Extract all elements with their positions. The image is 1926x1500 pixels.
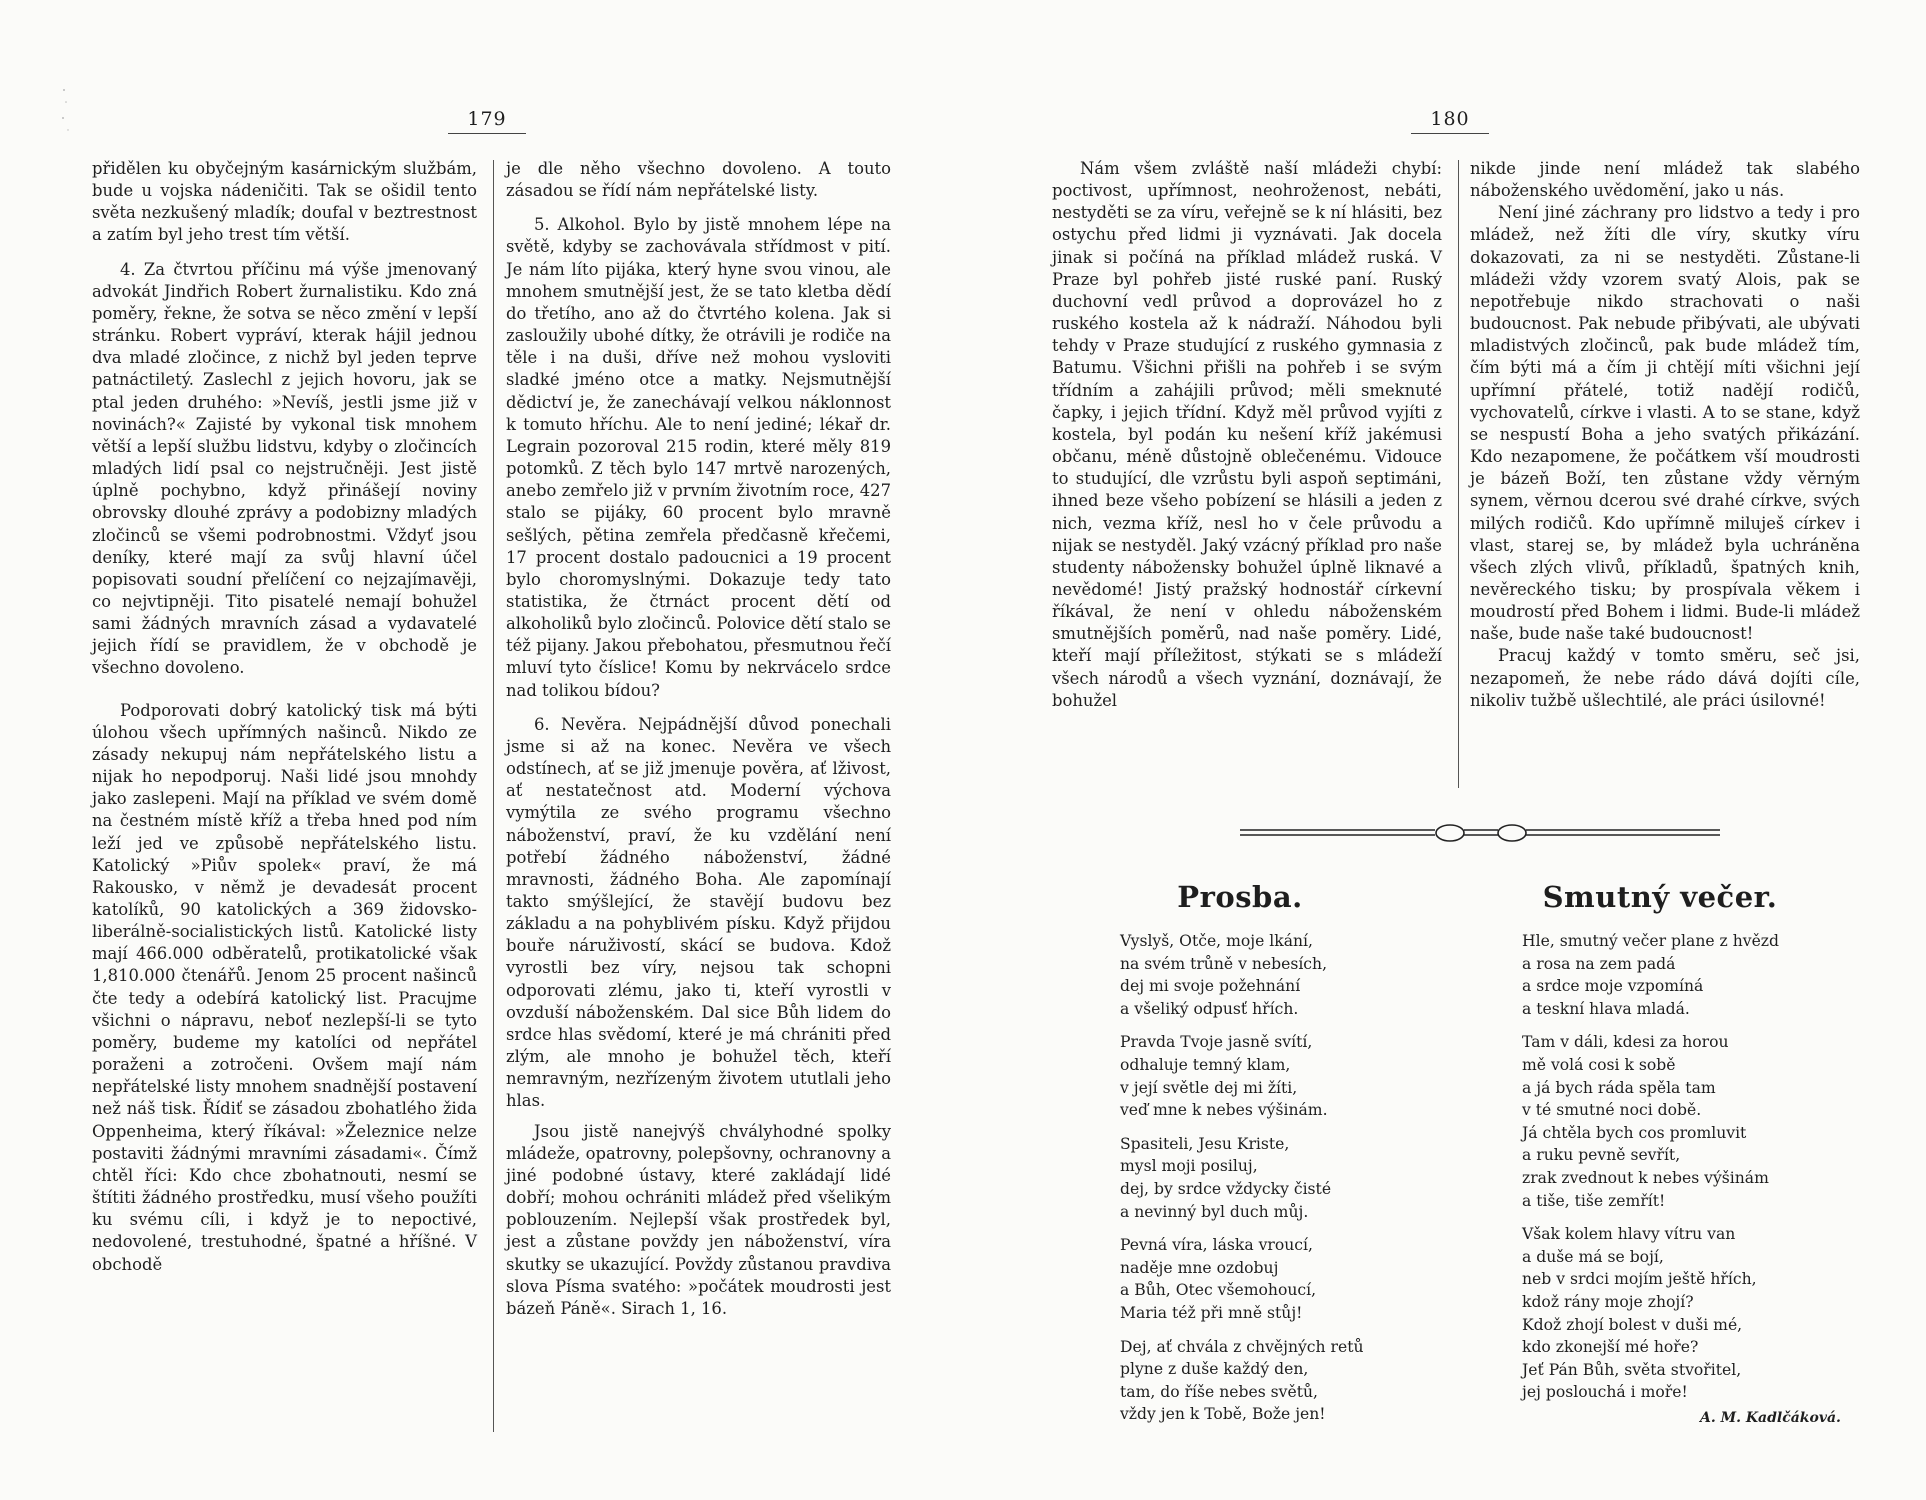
poem-line: Však kolem hlavy vítru van [1522,1225,1736,1244]
poem-line: a tiše, tiše zemřít! [1522,1191,1666,1210]
poem-line: a srdce moje vzpomíná [1522,977,1704,996]
poem-line: dej mi svoje požehnání [1120,977,1301,996]
paragraph: nikde jinde není mládež tak slabého náboženského uvědomění, jako u nás. [1470,159,1860,201]
right-page-column-1 [1052,158,1442,712]
paragraph: 6. Nevěra. Nejpádnější důvod ponechali jsme si až na konec. Nevěra ve všech odstínech, ať se již jmenuje pověra, ať lživost, ať nestatečnost atd. Moderní výchova vymýtila ze svého programu všechno náboženství, praví, že ku vzdělání není potřebí žádného náboženství, žádné mravnosti, žádného Boha. Ale zapomínají takto smýšlející, že stavějí budovu bez základu a na pohyblivém písku. Když přijdou bouře náruživostí, skácí se budova. Kdož vyrostli bez víry, nejsou tak schopni odporovati zlému, jako ti, kteří vyrostli v ovzduší náboženském. Dal sice Bůh lidem do srdce hlas svědomí, které je má chrániti před zlým, ale mnoho je bohužel těch, kteří nemravným, nezřízeným životem ututlali jeho hlas. [506,714,891,1111]
left-page-column-2 [506,158,891,1320]
poem-line: vždy jen k Tobě, Bože jen! [1120,1405,1326,1424]
paragraph: Jsou jistě nanejvýš chvályhodné spolky mládeže, opatrovny, polepšovny, ochranovny a jiné podobné ústavy, které zakládají lidé dobří; mohou ochrániti mládež před všelikým poblouzením. Nejlepší však prostředek byl, jest a zůstane povždy jen náboženství, víra skutky se ukazující. Povždy zůstanou pravdiva slova Písma svatého: »počátek moudrosti jest bázeň Páně«. Sirach 1, 16. [506,1121,891,1318]
poem-stanza [1522,930,1779,1020]
poem-smutny-vecer [1522,930,1779,1415]
poem-line: a duše má se bojí, [1522,1247,1664,1266]
poem-line: a Bůh, Otec všemohoucí, [1120,1281,1317,1300]
page-number-left: 179 [442,108,532,130]
poem-line: v té smutné noci době. [1522,1101,1702,1120]
poem-line: tam, do říše nebes světů, [1120,1382,1318,1401]
poem-line: odhaluje temný klam, [1120,1055,1291,1074]
paragraph: přidělen ku obyčejným kasárnickým službám, bude u vojska nádeničiti. Tak se ošidil tento světa nezkušený mladík; doufal v beztrestnost a zatím byl jeho trest tím větší. [92,159,477,245]
poem-stanza [1522,1223,1779,1404]
poem-line: na svém trůně v nebesích, [1120,954,1328,973]
poem-stanza [1120,1336,1364,1426]
poem-line: a ruku pevně sevřít, [1522,1146,1681,1165]
poem-line: Dej, ať chvála z chvějných retů [1120,1337,1364,1356]
poem-line: Pevná víra, láska vroucí, [1120,1236,1313,1255]
poem-line: Maria též při mně stůj! [1120,1303,1303,1322]
page-number-right: 180 [1405,108,1495,130]
poem-line: Tam v dáli, kdesi za horou [1522,1033,1729,1052]
right-page-column-2 [1470,158,1860,712]
paragraph: Nám všem zvláště naší mládeži chybí: poctivost, upřímnost, neohroženost, nebáti, nestyděti se za víru, veřejně se k ní hlásiti, bez ostychu před lidmi ji vyznávati. Jak docela jinak si počíná na příklad mládež ruská. V Praze byl pohřeb jisté ruské paní. Ruský duchovní vedl průvod a doprovázel ho z ruského kostela až k nádraží. Náhodou byli tehdy v Praze studující z ruského gymnasia z Batumu. Všichni přišli na pohřeb i se svým třídním a zahájili průvod; měli smeknuté čapky, i jejich třídní. Když měl průvod vyjíti z kostela, byl podán ku nešení kříž jakémusi občanu, méně důstojně oblečenému. Vidouce to studující, dle vzrůstu byli aspoň septimáni, ihned beze všeho pobízení se hlásili a jeden z nich, vezma kříž, nesl ho v čele průvodu a nijak se nestyděl. Jaký vzácný příklad pro naše studenty nábožensky bohužel úplně liknavé a nevědomé! Jistý pražský hodnostář církevní říkával, že není v ohledu náboženském smutnějších poměrů, nad naše poměry. Lidé, kteří mají příležitost, stýkati se s mládeží všech národů a všech vyznání, doznávají, že bohužel [1052,159,1442,710]
poem-line: Kdož zhojí bolest v duši mé, [1522,1315,1743,1334]
poem-stanza [1522,1031,1779,1212]
poem-line: Spasiteli, Jesu Kriste, [1120,1134,1290,1153]
poem-line: jej poslouchá i moře! [1522,1383,1688,1402]
poem-line: mě volá cosi k sobě [1522,1055,1676,1074]
poem-line: Hle, smutný večer plane z hvězd [1522,932,1779,950]
poem-stanza [1120,1133,1364,1223]
poem-line: plyne z duše každý den, [1120,1360,1309,1379]
paragraph: Pracuj každý v tomto směru, seč jsi, nezapomeň, že nebe rádo dává dojíti cíle, nikoliv tužbě ušlechtilé, ale práci úsilovné! [1470,646,1860,710]
poem-line: kdož rány moje zhojí? [1522,1292,1694,1311]
poem-line: neb v srdci mojím ještě hřích, [1522,1270,1757,1289]
poem-line: naděje mne ozdobuj [1120,1258,1279,1277]
paragraph: Není jiné záchrany pro lidstvo a tedy i pro mládež, než žíti dle víry, skutky víru dokazovati, za ni se nestyděti. Zůstane-li mládeži vždy vzorem svatý Alois, pak se nepotřebuje nikdo strachovati o naši budoucnost. Pak nebude přibývati, ale ubývati mladistvých zločinců, pak bude mládež tím, čím býti má a čím ji chtějí míti všichni její upřímní přátelé, totiž nadějí rodičů, vychovatelů, církve i vlasti. A to se stane, když se nespustí Boha a jeho svatých přikázání. Kdo nezapomene, že počátkem vší moudrosti je bázeň Boží, ten zůstane vždy věrným synem, věrnou dcerou své drahé církve, svých milých rodičů. Kdo upřímně miluješ církev i vlast, starej se, by mládež byla uchráněna všech zlých vlivů, příkladů, špatných knih, nevěreckého tisku; by prospívala věkem i moudrostí před Bohem i lidmi. Bude-li mládež naše, bude naše také budoucnost! [1470,203,1860,644]
poem-line: kdo zkonejší mé hoře? [1522,1338,1699,1357]
poem-prosba [1120,930,1364,1437]
column-divider [493,160,494,1432]
poem-line: a všeliký odpusť hřích. [1120,999,1299,1018]
column-divider [1458,160,1459,788]
poem-line: v její světle dej mi žíti, [1120,1078,1298,1097]
paragraph: Podporovati dobrý katolický tisk má býti úlohou všech upřímných našinců. Nikdo ze zásady nekupuj nám nepřátelského listu a nijak ho nepodporuj. Naši lidé jsou mnohdy jako zaslepeni. Mají na příklad ve svém domě na čestném místě kříž a třeba hned pod ním leží jed ve způsobě nepřátelského listu. Katolický »Piův spolek« praví, že má Rakousko, v němž je devadesát procent katolíků, 90 katolických a 369 židovsko-liberálně-socialistických listů. Katolické listy mají 466.000 odběratelů, protikatolické však 1,810.000 čtenářů. Jenom 25 procent našinců čte tedy a odebírá katolický list. Pracujme všichni o nápravu, neboť nezlepší-li se tyto poměry, budeme my katolíci od nepřátel poraženi a zotročeni. Ovšem mají nám nepřátelské listy mnohem snadnější postavení než náš tisk. Řídiť se zásadou zbohatlého žida Oppenheima, který říkával: »Železnice nelze postaviti žádnými mravními zásadami«. Čímž chtěl říci: Kdo chce zbohatnouti, nesmí se štítiti žádného prostředku, musí všeho použíti ku svému cíli, i když je to nepoctivé, nedovolené, trestuhodné, špatné a hříšné. V obchodě [92,700,477,1274]
poem-line: Pravda Tvoje jasně svítí, [1120,1033,1313,1052]
poem-line: mysl moji posiluj, [1120,1157,1258,1176]
poem-stanza [1120,1234,1364,1324]
poem-author: A. M. Kadlčáková. [1700,1410,1841,1426]
paragraph: je dle něho všechno dovoleno. A touto zásadou se řídí nám nepřátelské listy. [506,159,891,201]
poem-stanza [1120,930,1364,1020]
poem-line: veď mne k nebes výšinám. [1120,1101,1328,1120]
poem-line: a já bych ráda spěla tam [1522,1078,1716,1097]
left-page-column-1 [92,158,477,1276]
poem-line: a teskní hlava mladá. [1522,999,1690,1018]
poem-line: a nevinný byl duch můj. [1120,1202,1309,1221]
poem-title-smutny-vecer: Smutný večer. [1542,880,1778,914]
poem-line: Já chtěla bych cos promluvit [1522,1123,1747,1142]
scan-speck-decoration [60,80,80,140]
poem-line: Vyslyš, Otče, moje lkání, [1120,932,1313,950]
paragraph: 4. Za čtvrtou příčinu má výše jmenovaný advokát Jindřich Robert žurnalistiku. Kdo zná poměry, řekne, že sotva se něco změní v lepší stránku. Robert vypráví, kterak hájil jednou dva mladé zločince, z nichž byl jeden teprve patnáctiletý. Zaslechl z jejich hovoru, jak se ptal jeden druhého: »Nevíš, jestli jsme již v novinách?« Zajisté by vykonal tisk mnohem větší a lepší službu lidstvu, kdyby o zločincích mladých lidí psal co nejstručněji. Jest jistě úplně pochybno, když přinášejí noviny obrovsky dlouhé zprávy a podobizny mladých zločinců se všemi podrobnostmi. Vždyť jsou deníky, které mají za svůj hlavní účel popisovati soudní přelíčení co nejzajímavěji, co nejvtipněji. Tito pisatelé nemají bohužel sami žádných mravních zásad a vydavatelé jejich řídí se pravidlem, že v obchodě je všechno dovoleno. [92,259,477,678]
paragraph: 5. Alkohol. Bylo by jistě mnohem lépe na světě, kdyby se zachovávala střídmost v pití. Je nám líto pijáka, který hyne svou vinou, ale mnohem smutnější jest, že se tato kletba dědí do třetího, ano až do čtvrtého kolena. Jak si zasloužily ubohé dítky, že otrávili je rodiče na těle i na duši, dříve než mohou vysloviti sladké jméno otce a matky. Nejsmutnější dědictví je, že zanechávají velkou náklonnost k tomuto hříchu. Ale to není jediné; lékař dr. Legrain pozoroval 215 rodin, které měly 819 potomků. Z těch bylo 147 mrtvě narozených, anebo zemřelo již v prvním životním roce, 427 stalo se pijáky, 60 procent bylo mravně sešlých, pětina zemřela předčasně křečemi, 17 procent dostalo padoucnici a 19 procent bylo choromyslnými. Dokazuje tedy tato statistika, že čtrnáct procent dětí od alkoholiků bylo zločinců. Polovice dětí stalo se též pijany. Jakou přebohatou, přesmutnou řečí mluví tyto číslice! Komu by nekrvácelo srdce nad tolikou bídou? [506,215,891,700]
poem-line: dej, by srdce vždycky čisté [1120,1179,1332,1198]
poem-line: zrak zvednout k nebes výšinám [1522,1168,1769,1187]
poem-stanza [1120,1031,1364,1121]
section-ornament [1240,822,1720,844]
poem-title-prosba: Prosba. [1177,880,1303,914]
poem-line: Jeť Pán Bůh, světa stvořitel, [1522,1360,1742,1379]
poem-line: a rosa na zem padá [1522,954,1676,973]
